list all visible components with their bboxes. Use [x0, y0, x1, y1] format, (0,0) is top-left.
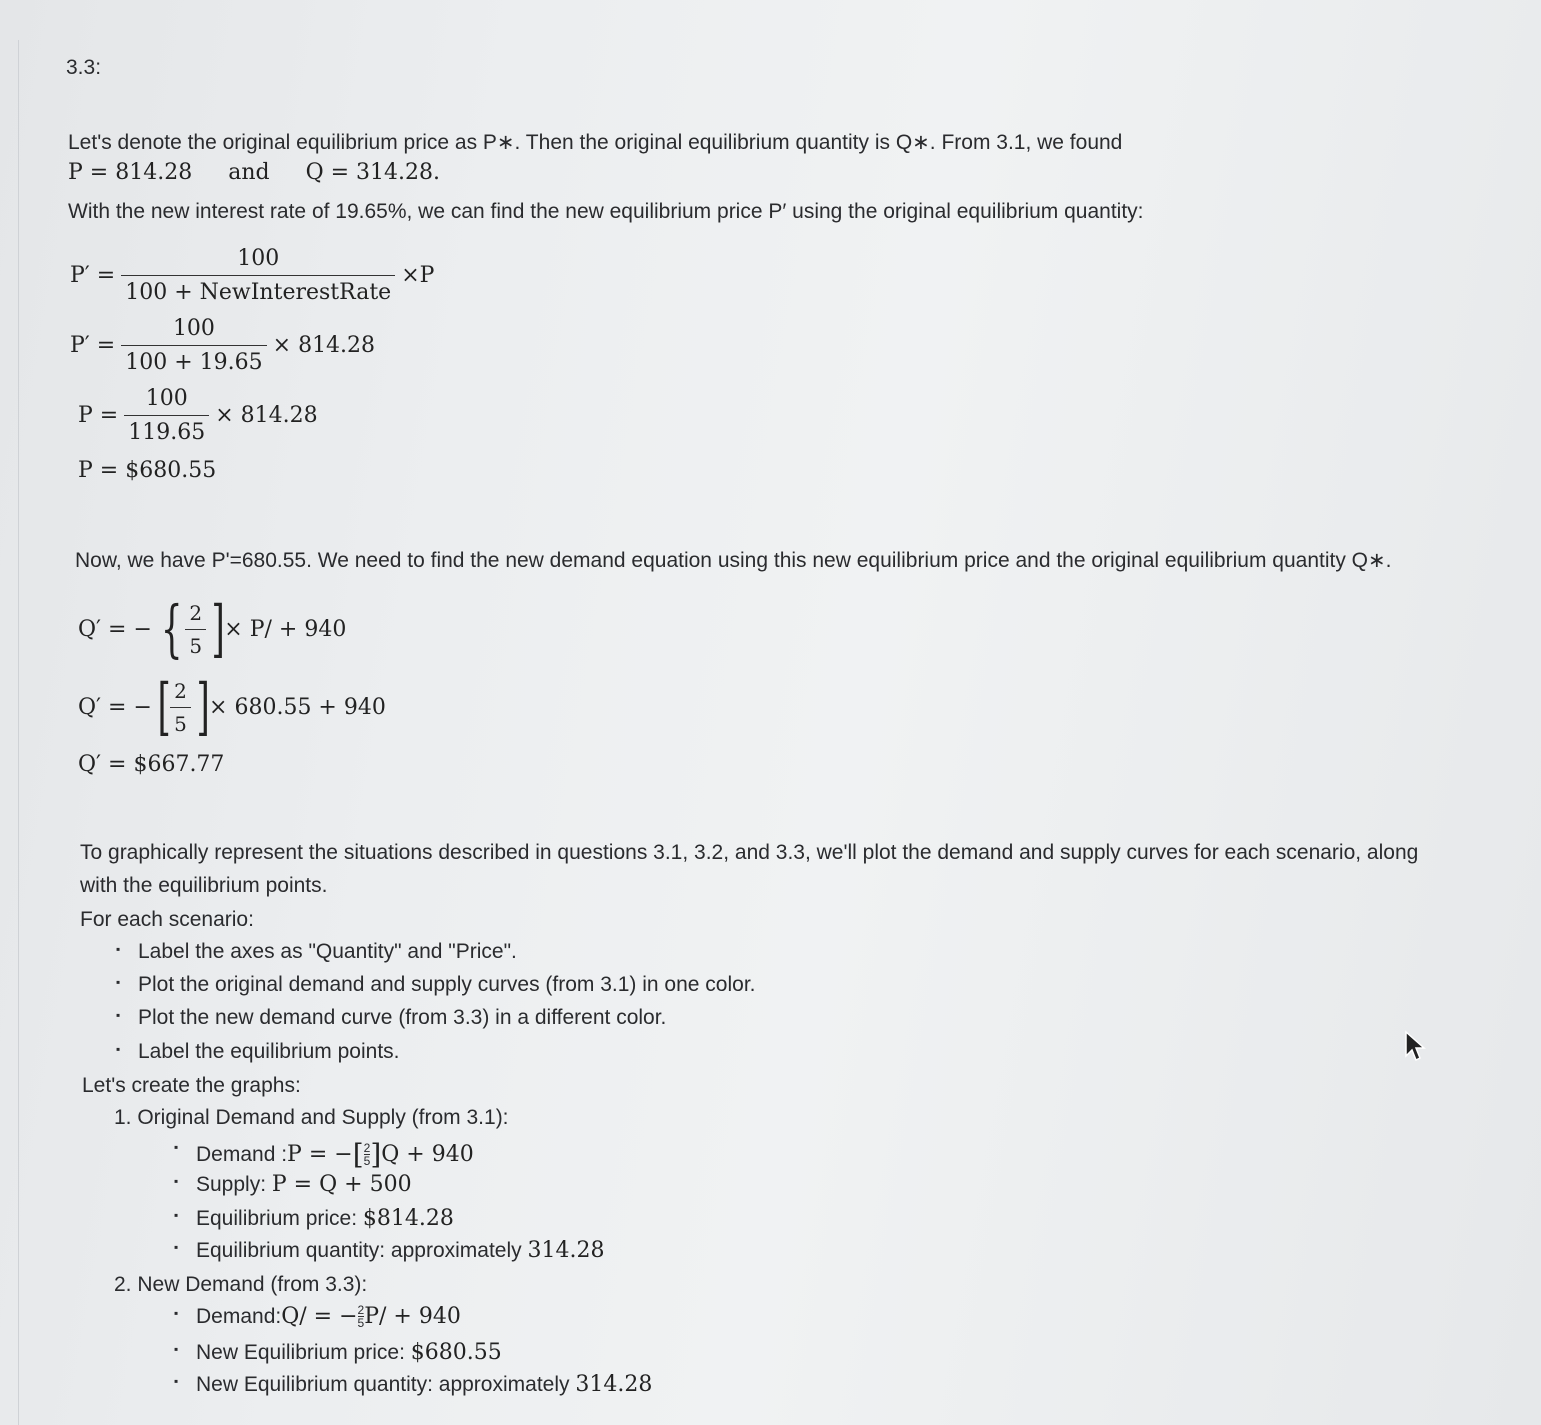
demand-2-lhs: Q/ = −	[281, 1304, 358, 1329]
price-r2-lhs: P′ =	[70, 333, 116, 358]
intro-line1: Let's denote the original equilibrium price as P∗. Then the original equilibrium quantity is Q∗. From 3.1, we found	[68, 131, 1123, 154]
price-r2-num: 100	[172, 316, 215, 341]
price-result: P = $680.55	[78, 458, 217, 483]
list-item-qty-1	[196, 1238, 604, 1263]
for-each-scenario: For each scenario:	[80, 908, 254, 931]
demand-r2-fraction	[170, 679, 191, 736]
demand-1-label: ▪ Demand :	[196, 1142, 288, 1166]
price-calc-row1	[70, 246, 440, 305]
demand-r2-rhs: × 680.55 + 940	[209, 694, 386, 720]
price-2-val: $680.55	[410, 1340, 502, 1365]
price-r1-fraction	[121, 246, 395, 305]
demand-2-num: 2	[357, 1303, 365, 1317]
price-r1-lhs: P′ =	[70, 263, 116, 288]
graph-item-2: 2. New Demand (from 3.3):	[114, 1273, 368, 1296]
demand-1-lhs: P = −	[287, 1142, 353, 1167]
list-item-demand-1	[196, 1138, 474, 1171]
graph-intro-line1: To graphically represent the situations described in questions 3.1, 3.2, and 3.3, we'll plot the demand and supply curves for each scenario, along	[80, 841, 1419, 864]
demand-r1-num: 2	[189, 600, 203, 625]
qty-2-val: 314.28	[575, 1372, 653, 1397]
demand-r1-den: 5	[185, 629, 206, 658]
qty-2-label: New Equilibrium quantity: approximately	[196, 1373, 576, 1396]
left-bracket-icon: [	[352, 1138, 364, 1171]
price-r1-num: 100	[237, 246, 280, 271]
price-1-val: $814.28	[362, 1206, 454, 1231]
page-edge	[18, 40, 19, 1425]
demand-calc-row2	[78, 670, 392, 743]
list-item: ▪ Label the axes as "Quantity" and "Price".	[138, 940, 517, 964]
lets-create: Let's create the graphs:	[82, 1074, 301, 1097]
price-r3-lhs: P =	[78, 403, 119, 428]
supply-1-label: Supply:	[196, 1173, 272, 1196]
list-item-price-2	[196, 1340, 502, 1365]
right-bracket-icon: ]	[370, 1138, 382, 1171]
demand-r2-lhs: Q′ = −	[78, 694, 152, 720]
demand-1-num: 2	[363, 1141, 371, 1155]
price-r1-den: 100 + NewInterestRate	[121, 275, 395, 305]
list-item: ▪ Plot the original demand and supply curves (from 3.1) in one color.	[138, 973, 756, 997]
demand-1-den: 5	[363, 1154, 371, 1168]
demand-2-den: 5	[357, 1316, 365, 1330]
section-heading: 3.3:	[66, 56, 102, 79]
demand-1-fraction	[364, 1142, 371, 1167]
price-r3-rhs: × 814.28	[215, 403, 318, 428]
intro-equilibrium-values	[68, 160, 440, 185]
qty-1-label: Equilibrium quantity: approximately	[196, 1239, 528, 1262]
qty-1-val: 314.28	[527, 1238, 605, 1263]
demand-2-fraction	[358, 1304, 365, 1329]
demand-r2-num: 2	[174, 678, 187, 703]
right-bracket-icon: ]	[196, 670, 210, 743]
demand-r1-rhs: × P/ + 940	[224, 616, 347, 642]
list-item-supply-1	[196, 1172, 412, 1197]
list-item: ▪ Plot the new demand curve (from 3.3) in a different color.	[138, 1006, 666, 1030]
mouse-cursor-icon	[1404, 1030, 1428, 1064]
intro-line3: With the new interest rate of 19.65%, we can find the new equilibrium price P′ using the original equilibrium quantity:	[68, 200, 1144, 223]
price-2-label: New Equilibrium price:	[196, 1341, 411, 1364]
demand-2-label: ▪ Demand:	[196, 1304, 282, 1328]
intro-and: and	[228, 160, 270, 185]
price-r3-den: 119.65	[124, 415, 209, 445]
list-item: ▪ Label the equilibrium points.	[138, 1040, 400, 1064]
price-r3-fraction	[124, 386, 209, 445]
graph-intro-line2: with the equilibrium points.	[80, 874, 328, 897]
left-bracket-icon: [	[157, 670, 171, 743]
now-text: Now, we have P'=680.55. We need to find the new demand equation using this new equilibrium price and the original equilibrium quantity Q∗.	[75, 549, 1392, 572]
price-r2-den: 100 + 19.65	[121, 345, 266, 375]
demand-r1-lhs: Q′ = −	[78, 616, 152, 642]
demand-1-rhs: Q + 940	[381, 1142, 474, 1167]
list-item-price-1	[196, 1206, 454, 1231]
price-r1-rhs: ×P	[401, 263, 435, 288]
price-calc-row2	[70, 316, 381, 375]
demand-result: Q′ = $667.77	[78, 752, 225, 777]
right-bracket-icon: ]	[211, 592, 225, 665]
intro-p-eq: P = 814.28	[68, 160, 193, 185]
demand-r2-den: 5	[170, 707, 191, 736]
price-r2-rhs: × 814.28	[272, 333, 376, 358]
price-calc-row3	[78, 386, 324, 445]
price-1-label: Equilibrium price:	[196, 1207, 363, 1230]
demand-r1-fraction	[185, 601, 206, 658]
intro-q-eq: Q = 314.28.	[305, 160, 441, 185]
graph-item-1: 1. Original Demand and Supply (from 3.1):	[114, 1106, 509, 1129]
price-r2-fraction	[121, 316, 266, 375]
supply-1-eq: P = Q + 500	[271, 1172, 412, 1197]
list-item-demand-2	[196, 1304, 461, 1329]
price-r3-num: 100	[145, 386, 188, 411]
demand-2-rhs: P/ + 940	[364, 1304, 461, 1329]
list-item-qty-2	[196, 1372, 652, 1397]
demand-calc-row1	[78, 592, 352, 665]
left-brace-icon: {	[160, 592, 183, 665]
